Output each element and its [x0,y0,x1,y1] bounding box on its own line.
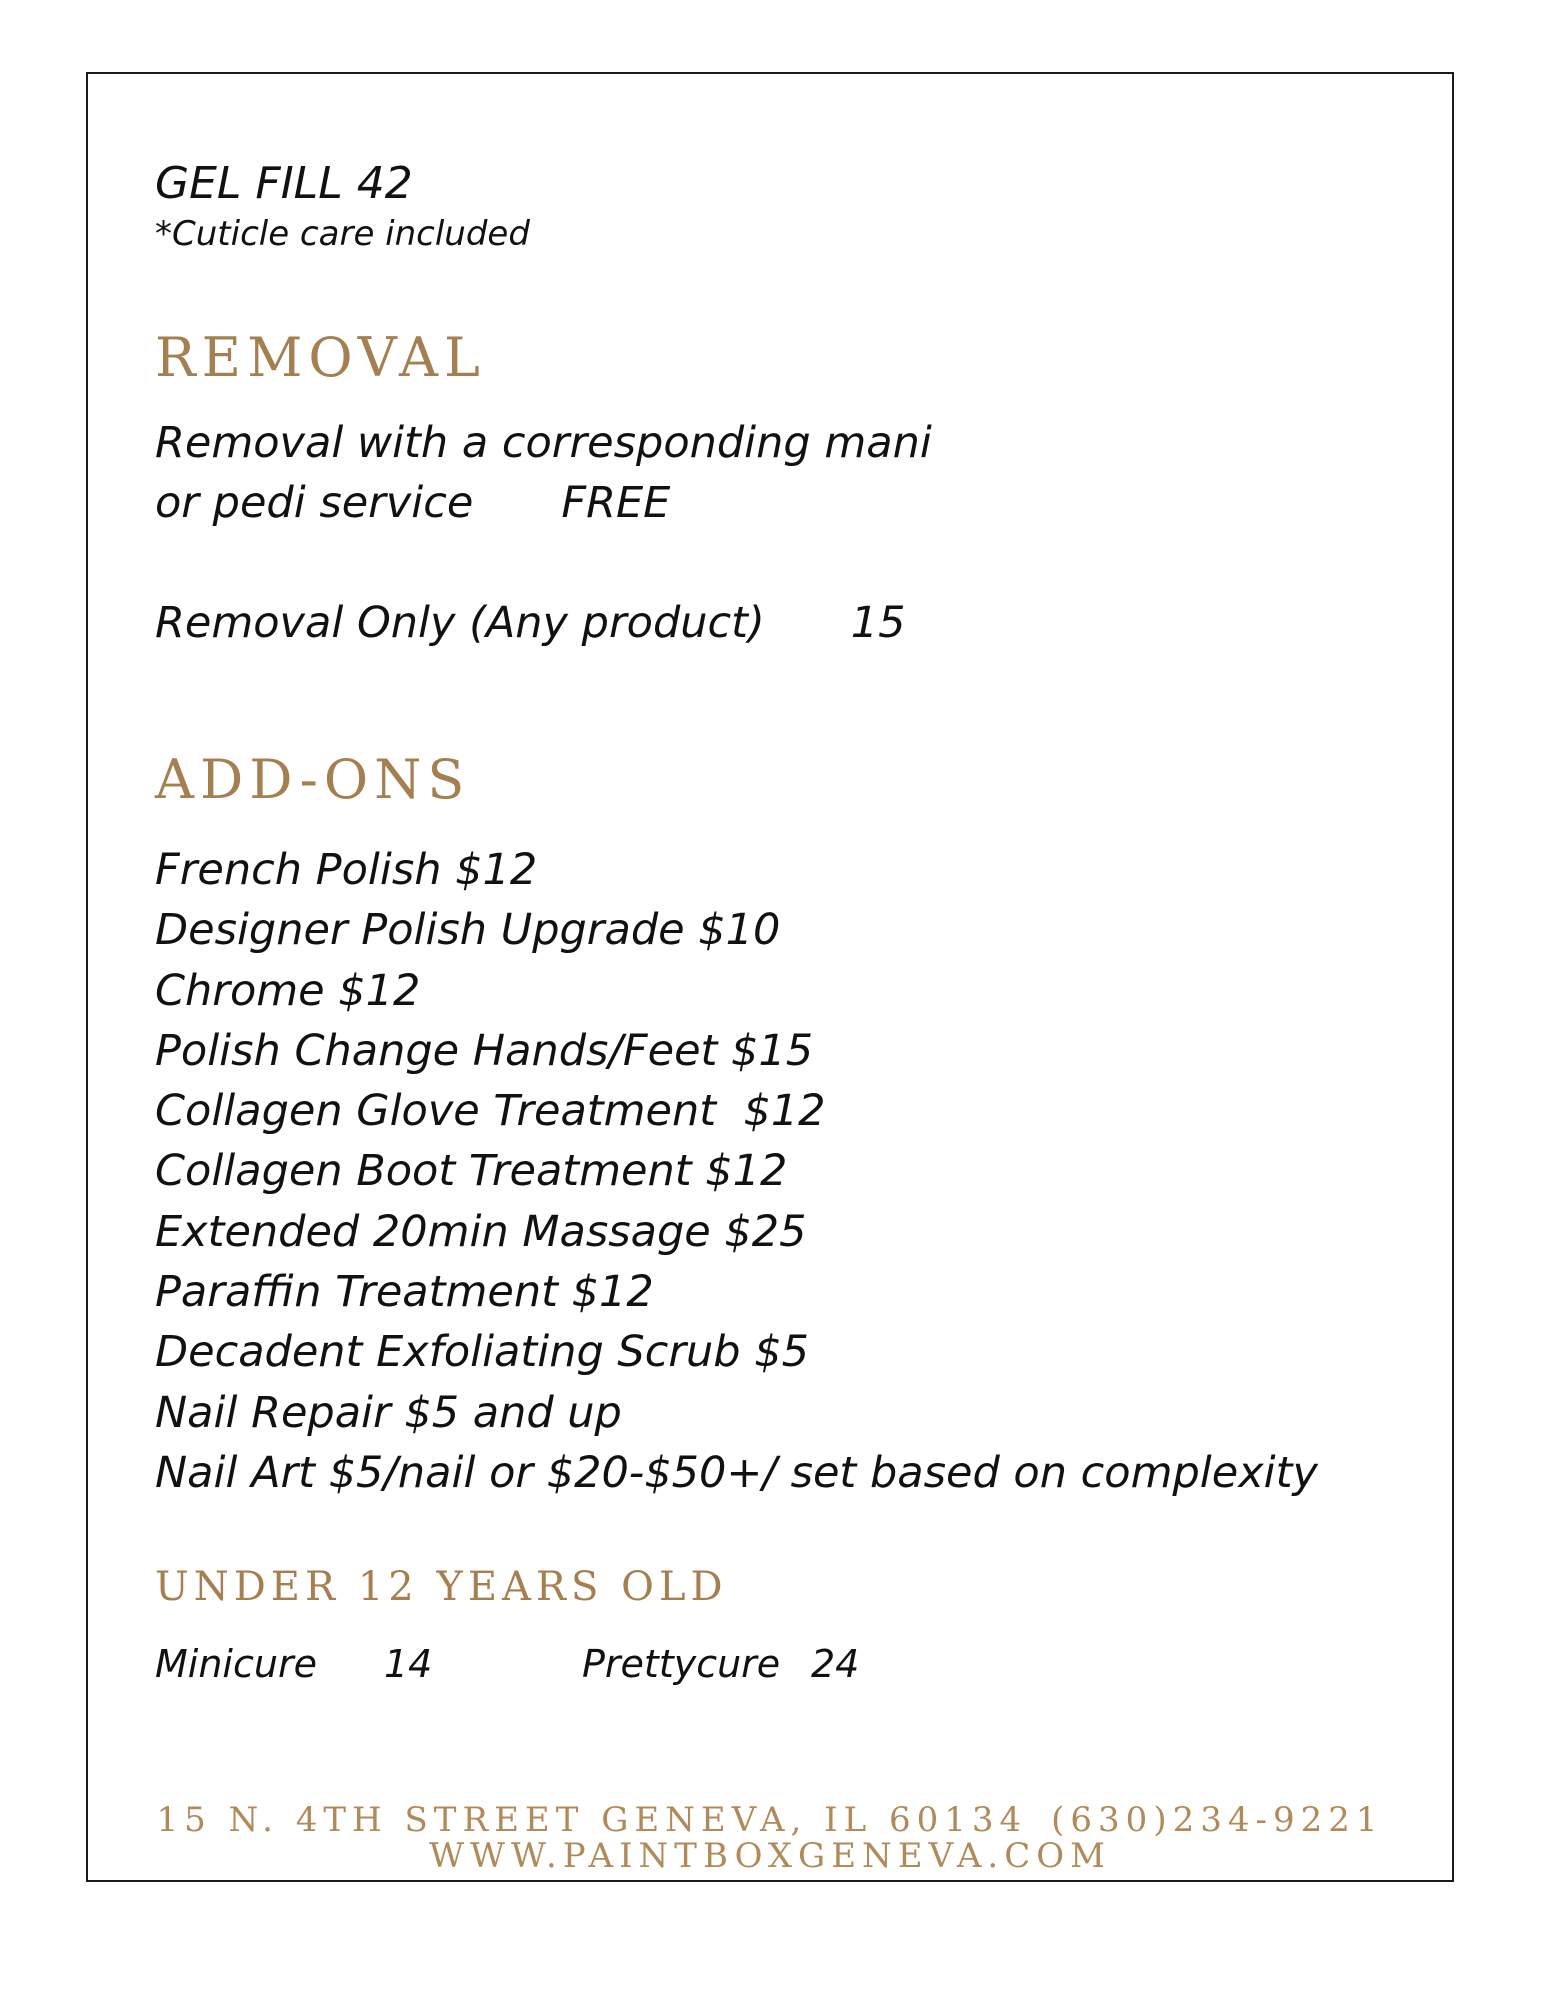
addon-item: Nail Repair $5 and up [155,1387,622,1438]
footer-website[interactable]: WWW.PAINTBOXGENEVA.COM [429,1836,1111,1876]
addon-item: Chrome $12 [155,965,421,1016]
removal-line-2-price: FREE [561,478,671,528]
prettycure-label: Prettycure [582,1642,781,1686]
addon-item: Paraffin Treatment $12 [155,1267,654,1318]
removal-line-2-label: or pedi service [155,478,474,528]
gel-fill-title: GEL FILL 42 [155,158,413,209]
footer-phone: (630)234-9221 [1051,1800,1384,1840]
addon-item: Polish Change Hands/Feet $15 [155,1025,814,1076]
footer-address: 15 N. 4TH STREET GENEVA, IL 60134 [156,1800,1028,1840]
minicure-label: Minicure [155,1642,317,1686]
footer-address-line [86,1800,1454,1840]
addon-item: Extended 20min Massage $25 [155,1206,807,1257]
addon-item: Designer Polish Upgrade $10 [155,905,781,956]
addon-item: Decadent Exfoliating Scrub $5 [155,1327,809,1378]
addon-item: Collagen Boot Treatment $12 [155,1146,788,1197]
removal-line-1: Removal with a corresponding mani [155,418,932,468]
prettycure-price: 24 [811,1642,860,1686]
kids-heading: UNDER 12 YEARS OLD [155,1564,728,1610]
addon-item: Collagen Glove Treatment $12 [155,1086,826,1137]
removal-only [155,598,906,648]
removal-heading: REMOVAL [155,326,486,389]
removal-only-price: 15 [850,598,906,648]
addons-list [155,840,1318,1503]
addon-item: Nail Art $5/nail or $20-$50+/ set based on complexity [155,1447,1318,1498]
addon-item: French Polish $12 [155,845,538,895]
removal-line-2 [155,478,670,528]
addons-heading: ADD-ONS [155,748,471,811]
minicure-price: 14 [384,1642,433,1686]
removal-only-label: Removal Only (Any product) [155,598,765,648]
gel-fill-note: *Cuticle care included [155,214,530,254]
